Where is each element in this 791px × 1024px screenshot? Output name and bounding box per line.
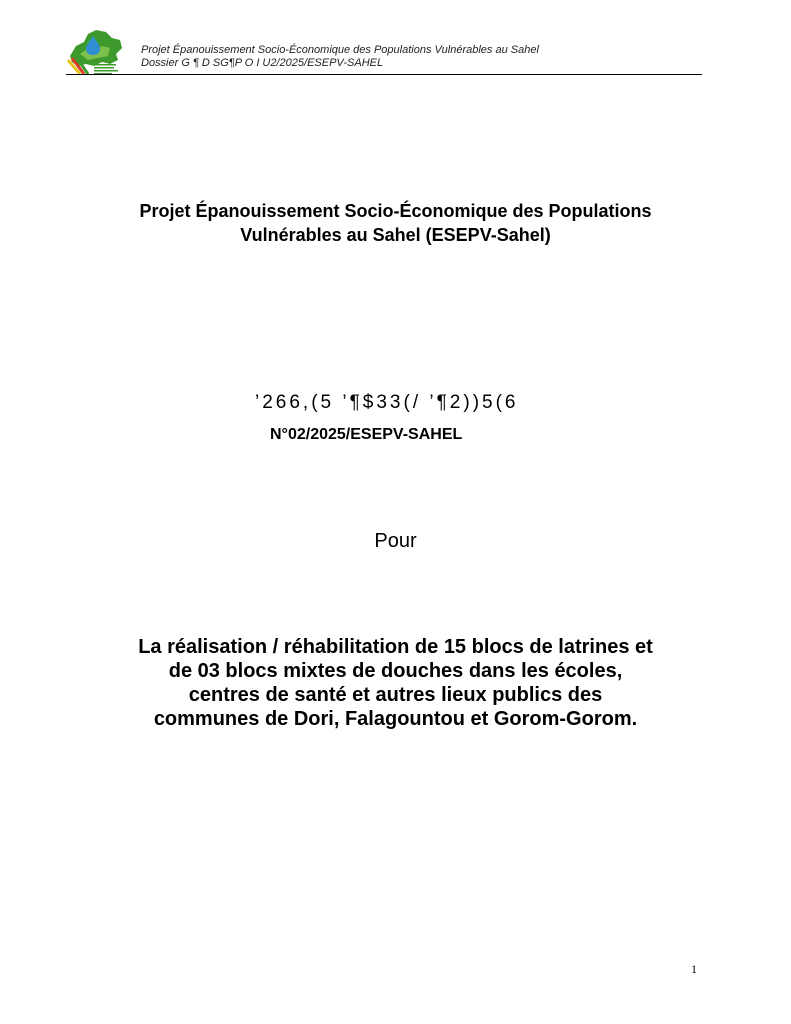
- project-title: [60, 199, 731, 247]
- pour-label: Pour: [374, 530, 417, 552]
- page-number: 1: [691, 962, 697, 976]
- project-title-line-2: Vulnérables au Sahel (ESEPV-Sahel): [240, 225, 551, 245]
- header-project-line: Projet Épanouissement Socio-Économique des Populations Vulnérables au Sahel: [141, 44, 539, 56]
- esepv-logo-icon: [66, 26, 124, 76]
- dossier-number: N°02/2025/ESEPV-SAHEL: [270, 426, 463, 443]
- running-header: [141, 44, 539, 70]
- header-dossier-line: Dossier G ¶ D SG¶P O I U2/2025/ESEPV-SAHEL: [141, 57, 384, 69]
- page-header: [66, 26, 702, 76]
- object-line-2: de 03 blocs mixtes de douches dans les écoles,: [168, 660, 623, 682]
- dossier-heading: ’266,(5 ’¶$33(/ ’¶2))5(6: [255, 392, 519, 413]
- object-line-3: centres de santé et autres lieux publics des: [188, 684, 603, 706]
- object-line-4: communes de Dori, Falagountou et Gorom-Gorom.: [153, 708, 638, 730]
- tender-object: [60, 635, 731, 731]
- header-divider: [66, 74, 702, 75]
- object-line-1: La réalisation / réhabilitation de 15 blocs de latrines et: [138, 636, 653, 658]
- project-title-line-1: Projet Épanouissement Socio-Économique des Populations: [139, 201, 652, 221]
